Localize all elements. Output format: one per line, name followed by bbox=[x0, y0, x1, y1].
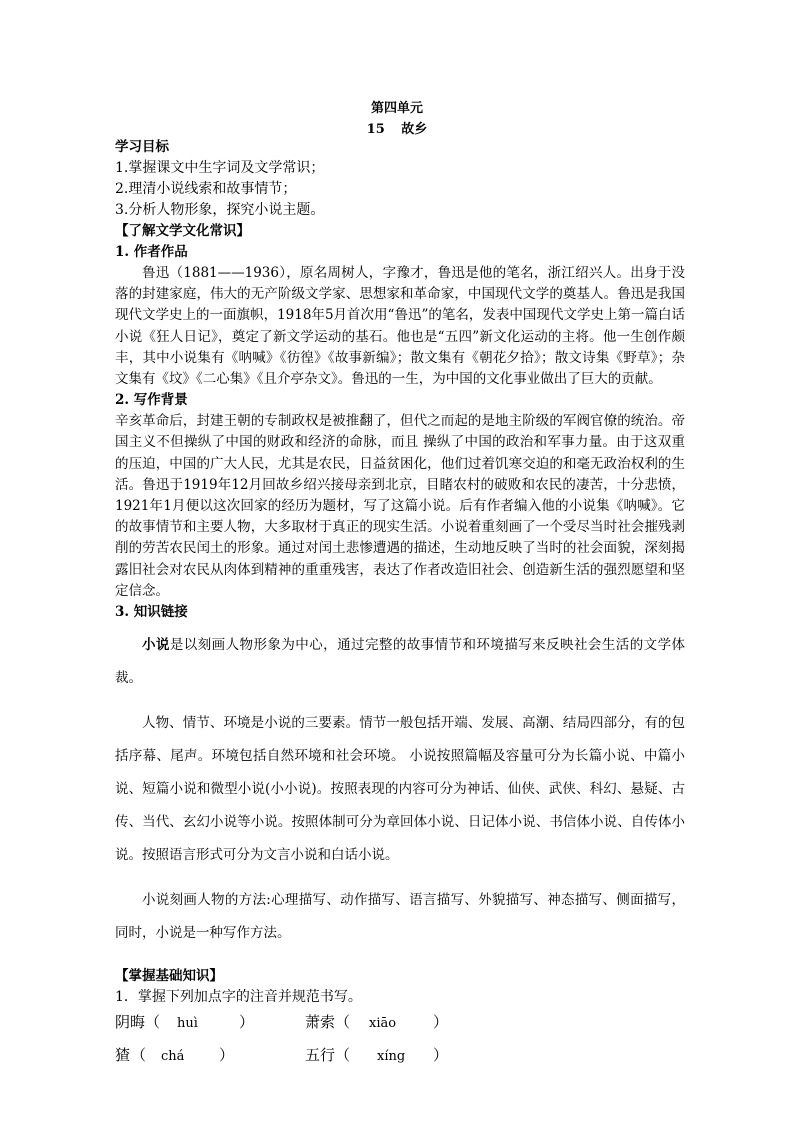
close-paren: ） bbox=[433, 1013, 449, 1032]
lesson-name: 故乡 bbox=[401, 122, 428, 137]
close-paren: ） bbox=[239, 1013, 255, 1032]
close-paren: ） bbox=[219, 1046, 235, 1065]
author-paragraph: 鲁迅（1881——1936），原名周树人，字豫才，鲁迅是他的笔名，浙江绍兴人。出身于没落的封建家庭，伟大的无产阶级文学家、思想家和革命家，中国现代文学的奠基人。鲁迅是我国现代文学史上的一面旗帜，1918年5月首次用“鲁迅”的笔名，发表中国现代文学史上第一篇白话小说《狂人日记》，奠定了新文学运动的基石。他也是“五四”新文化运动的主将。他一生创作颇丰，其中小说集有《呐喊》《彷徨》《故事新编》；散文集有《朝花夕拾》；散文诗集《野草》；杂文集有《坟》《二心集》《且介亭杂文》。鲁迅的一生，为中国的文化事业做出了巨大的贡献。 bbox=[115, 265, 685, 388]
knowledge-heading: 3. 知识链接 bbox=[115, 604, 188, 621]
pinyin-answer: xiāo bbox=[369, 1016, 397, 1032]
novel-term: 小说 bbox=[142, 637, 170, 654]
methods-paragraph: 小说刻画人物的方法:心理描写、动作描写、语言描写、外貌描写、神态描写、侧面描写，同时，小说是一种写作方法。 bbox=[115, 892, 685, 942]
culture-heading: 【了解文学文化常识】 bbox=[115, 223, 250, 239]
objective-item: 1.掌握课文中生字词及文学常识； bbox=[115, 160, 325, 176]
basics-task: 1．掌握下列加点字的注音并规范书写。 bbox=[115, 989, 362, 1006]
elements-paragraph: 人物、情节、环境是小说的三要素。情节一般包括开端、发展、高潮、结局四部分，有的包括序幕、尾声。环境包括自然环境和社会环境。 小说按照篇幅及容量可分为长篇小说、中篇小说、短篇小说和微型小说(小小说)。按照表现的内容可分为神话、仙侠、武侠、科幻、悬疑、古传、当代、玄幻小说等小说。按照体制可分为章回体小说、日记体小说、书信体小说、自传体小说。按照语言形式可分为文言小说和白话小说。 bbox=[115, 715, 685, 864]
novel-definition-paragraph bbox=[115, 629, 685, 695]
open-paren: （ bbox=[335, 1046, 351, 1065]
document-body bbox=[115, 137, 685, 1074]
open-paren: （ bbox=[335, 1013, 351, 1032]
pinyin-answer: huì bbox=[177, 1016, 198, 1032]
word: 五行 bbox=[305, 1046, 336, 1065]
background-paragraph: 辛亥革命后，封建王朝的专制政权是被推翻了，但代之而起的是地主阶级的军阀官僚的统治。帝国主义不但操纵了中国的财政和经济的命脉，而且 操纵了中国的政治和军事力量。由于这双重的压迫，中国的广大人民，尤其是农民，日益贫困化，他们过着饥寒交迫的和毫无政治权利的生活。鲁迅于1919年12月回故乡绍兴接母亲到北京，目睹农村的破败和农民的凄苦，十分悲愤，1921年1月便以这次回家的经历为题材，写了这篇小说。后有作者编入他的小说集《呐喊》。它的故事情节和主要人物，大多取材于真正的现实生活。小说着重刻画了一个受尽当时社会摧残剥削的劳苦农民闰土的形象。通过对闰土悲惨遭遇的描述，生动地反映了当时的社会面貌，深刻揭露旧社会对农民从肉体到精神的重重残害，表达了作者改造旧社会、创造新生活的强烈愿望和坚定信念。 bbox=[115, 413, 685, 599]
objective-item: 3.分析人物形象，探究小说主题。 bbox=[115, 202, 325, 218]
novel-definition: 是以刻画人物形象为中心，通过完整的故事情节和环境描写来反映社会生活的文学体裁。 bbox=[115, 637, 686, 687]
pinyin-row bbox=[115, 1008, 685, 1041]
word: 萧索 bbox=[305, 1013, 336, 1032]
word: 猹 bbox=[115, 1046, 131, 1065]
lesson-title bbox=[0, 118, 794, 137]
lesson-number: 15 bbox=[366, 122, 385, 137]
pinyin-answer: chá bbox=[161, 1049, 185, 1065]
unit-title: 第四单元 bbox=[370, 101, 423, 116]
objectives-heading: 学习目标 bbox=[115, 139, 169, 155]
pinyin-answer: xíng bbox=[377, 1049, 406, 1065]
close-paren: ） bbox=[433, 1046, 449, 1065]
objective-item: 2.理清小说线索和故事情节； bbox=[115, 181, 297, 197]
open-paren: （ bbox=[145, 1013, 161, 1032]
author-heading: 1. 作者作品 bbox=[115, 244, 188, 260]
basics-heading: 【掌握基础知识】 bbox=[115, 968, 223, 985]
open-paren: （ bbox=[131, 1046, 147, 1065]
pinyin-row bbox=[115, 1041, 685, 1074]
word: 阴晦 bbox=[115, 1013, 146, 1032]
background-heading: 2. 写作背景 bbox=[115, 392, 188, 409]
